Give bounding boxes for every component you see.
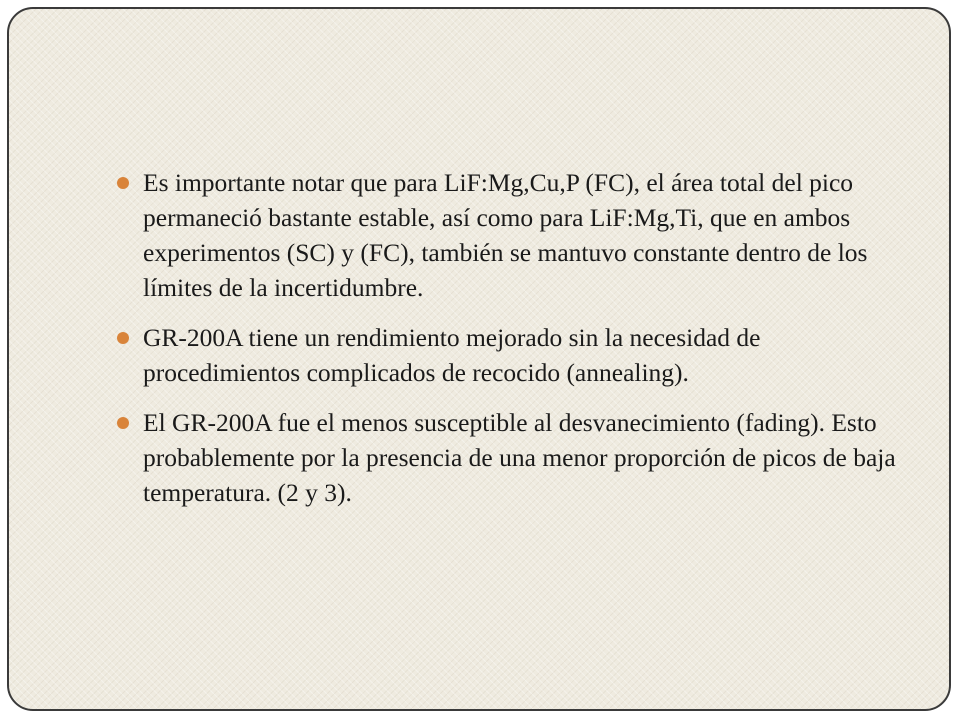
- bullet-text: GR-200A tiene un rendimiento mejorado sin la necesidad de procedimientos complicados de recocido (annealing).: [143, 323, 761, 387]
- slide: [7, 7, 951, 711]
- bullet-item-peak-area: [107, 165, 917, 305]
- bullet-list: [107, 165, 917, 525]
- bullet-text: Es importante notar que para LiF:Mg,Cu,P (FC), el área total del pico permaneció bastante estable, así como para LiF:Mg,Ti, que en ambos experimentos (SC) y (FC), también se mantuvo constante dentro de los límites de la incertidumbre.: [143, 168, 868, 302]
- bullet-item-gr200a-fading: [107, 405, 917, 510]
- bullet-text: El GR-200A fue el menos susceptible al desvanecimiento (fading). Esto probablemente por la presencia de una menor proporción de picos de baja temperatura. (2 y 3).: [143, 408, 896, 507]
- round-bullet-icon: [117, 417, 129, 429]
- round-bullet-icon: [117, 332, 129, 344]
- round-bullet-icon: [117, 177, 129, 189]
- bullet-item-gr200a-performance: [107, 320, 917, 390]
